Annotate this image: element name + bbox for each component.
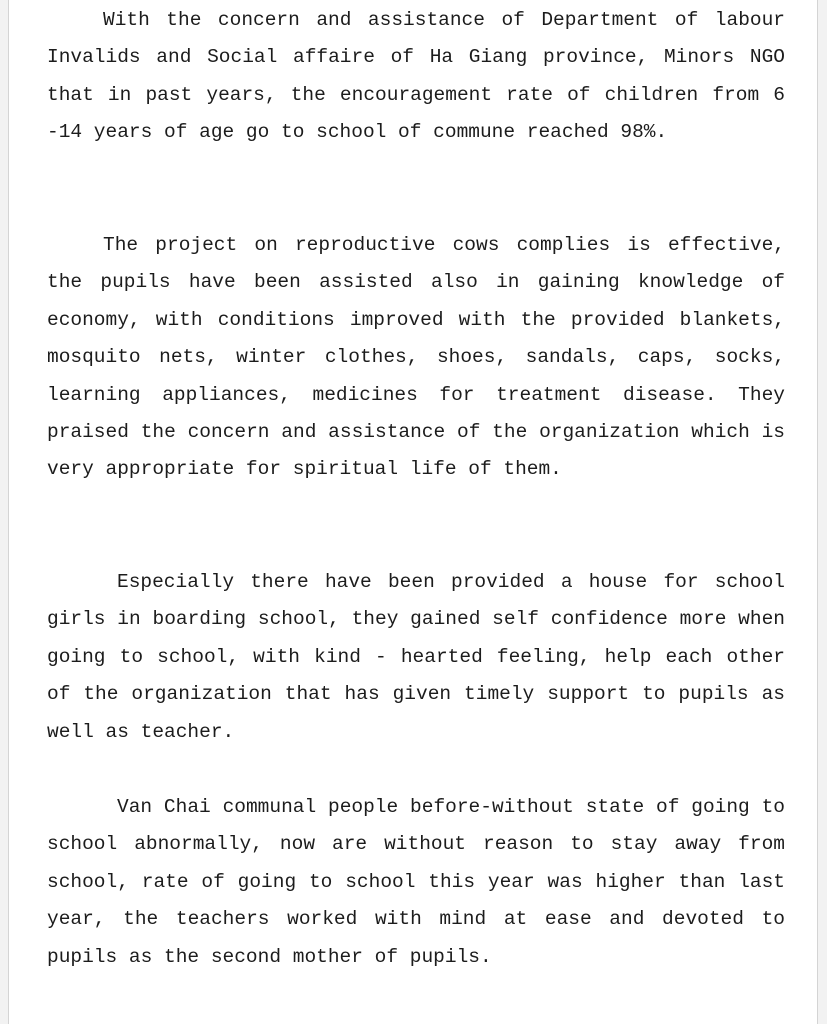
paragraph-school-enrollment: With the concern and assistance of Department of labour Invalids and Social affaire of Ha Giang province, Minors NGO that in past years, the encouragement rate of children from 6 -14 years of age go to school of commune reached 98%. (47, 9, 785, 144)
paragraph-cow-project: The project on reproductive cows complies is effective, the pupils have been assisted also in gaining knowledge of economy, with conditions improved with the provided blankets, mosquito nets, winter clothes, shoes, sandals, caps, socks, learning appliances, medicines for treatment disease. They praised the concern and assistance of the organization which is very appropriate for spiritual life of them. (47, 234, 785, 481)
document-page (8, 0, 818, 1024)
paragraph-boarding-house: Especially there have been provided a house for school girls in boarding school, they gained self confidence more when going to school, with kind - hearted feeling, help each other of the organization that has given timely support to pupils as well as teacher. (47, 571, 785, 743)
paragraph-van-chai: Van Chai communal people before-without state of going to school abnormally, now are without reason to stay away from school, rate of going to school this year was higher than last year, the teachers worked with mind at ease and devoted to pupils as the second mother of pupils. (47, 796, 785, 968)
